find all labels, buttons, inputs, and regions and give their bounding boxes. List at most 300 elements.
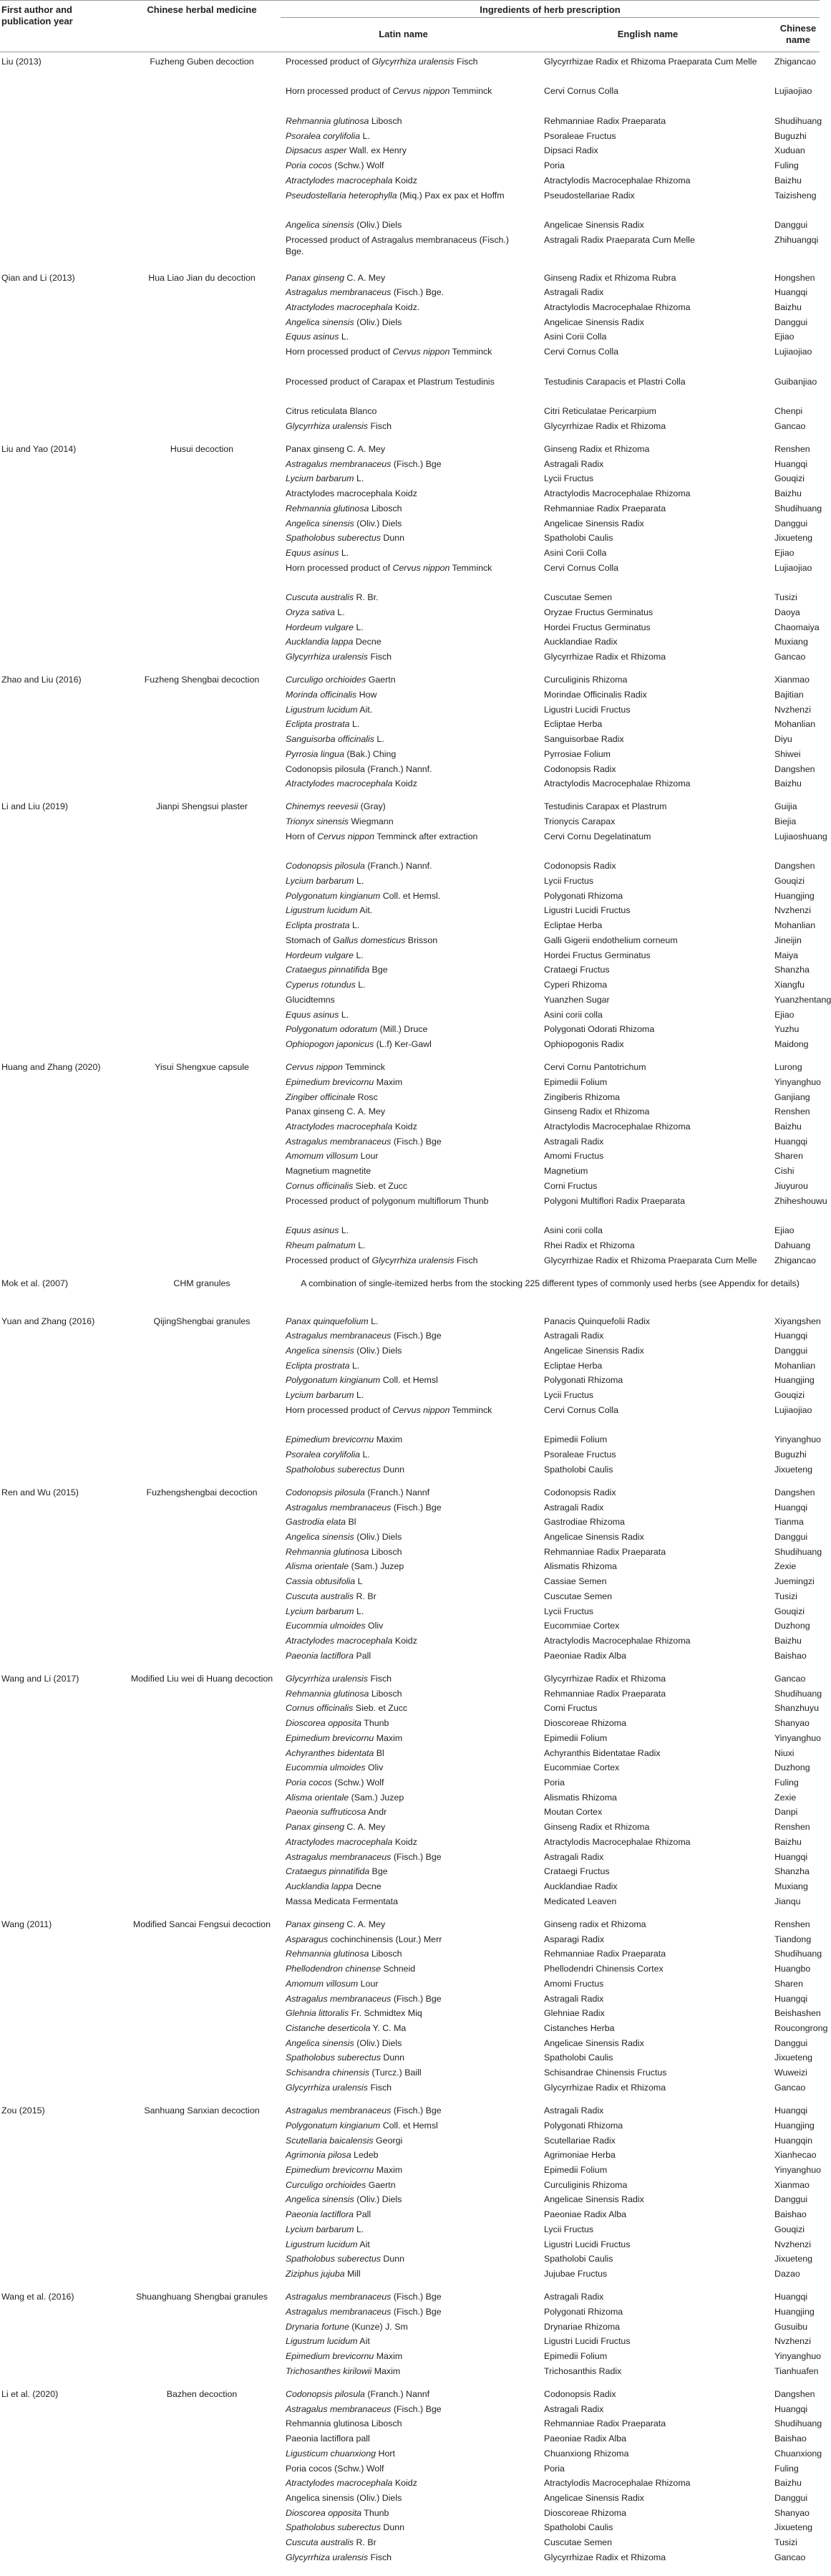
- english-name: Dipsaci Radix: [544, 145, 598, 156]
- latin-name: Chinemys reevesii (Gray): [286, 801, 386, 812]
- chinese-name: Danggui: [774, 2037, 808, 2048]
- latin-name: Codonopsis pilosula (Franch.) Nannf.: [286, 861, 432, 872]
- english-name: Yuanzhen Sugar: [544, 994, 610, 1005]
- chinese-name: Shudihuang: [774, 2418, 822, 2429]
- chinese-name: Jianqu: [774, 1896, 801, 1906]
- chinese-name: Huangjing: [774, 2306, 815, 2317]
- chinese-name: Gouqizi: [774, 1390, 805, 1401]
- english-name: Gastrodiae Rhizoma: [544, 1517, 625, 1528]
- latin-name: Atractylodes macrocephala Koidz: [286, 1636, 417, 1646]
- latin-name: Horn of Cervus nippon Temminck after extraction: [286, 831, 478, 841]
- latin-name: Processed product of Glycyrrhiza uralensis Fisch: [286, 57, 478, 67]
- chinese-name: Jixueteng: [774, 2052, 813, 2063]
- latin-name: Amomum villosum Lour: [286, 1151, 379, 1162]
- latin-name: Paeonia lactiflora pall: [286, 2433, 370, 2444]
- chinese-name: Xianmao: [774, 675, 810, 685]
- latin-name: Cornus officinalis Sieb. et Zucc: [286, 1180, 408, 1191]
- latin-name: Glycyrrhiza uralensis Fisch: [286, 420, 392, 431]
- medicine-cell: Shuanghuang Shengbai granules: [136, 2292, 268, 2302]
- chinese-name: Dangshen: [774, 861, 815, 872]
- latin-name: Eucommia ulmoides Oliv: [286, 1762, 384, 1773]
- english-name: Rehmanniae Radix Praeparata: [544, 1688, 666, 1699]
- english-name: Polygonati Odorati Rhizoma: [544, 1024, 655, 1035]
- chinese-name: Jixueteng: [774, 533, 813, 544]
- latin-name: Atractylodes macrocephala Koidz: [286, 175, 417, 185]
- latin-name: Trionyx sinensis Wiegmann: [286, 816, 394, 827]
- english-name: Alismatis Rhizoma: [544, 1561, 617, 1572]
- chinese-name: Gancao: [774, 2082, 806, 2093]
- latin-name: Atractylodes macrocephala Koidz.: [286, 302, 420, 312]
- chinese-name: Tianhuafen: [774, 2365, 819, 2376]
- chinese-name: Baizhu: [774, 1836, 802, 1847]
- latin-name: Angelica sinensis (Oliv.) Diels: [286, 2194, 402, 2205]
- chinese-name: Ejiao: [774, 1225, 794, 1236]
- chinese-name: Bajitian: [774, 689, 804, 700]
- english-name: Pseudostellariae Radix: [544, 190, 635, 201]
- english-name: Zingiberis Rhizoma: [544, 1091, 621, 1102]
- english-name: Polygoni Multiflori Radix Praeparata: [544, 1195, 685, 1206]
- english-name: Atractylodis Macrocephalae Rhizoma: [544, 1836, 691, 1847]
- chinese-name: Huangqi: [774, 2403, 808, 2414]
- medicine-cell: Hua Liao Jian du decoction: [148, 272, 256, 283]
- chinese-name: Shanyao: [774, 1718, 810, 1729]
- chinese-name: Tusizi: [774, 592, 797, 603]
- latin-name: Panax ginseng C. A. Mey: [286, 1822, 386, 1833]
- chinese-name: Xianmao: [774, 2179, 810, 2190]
- chinese-name: Niuxi: [774, 1747, 794, 1758]
- english-name: Atractylodis Macrocephalae Rhizoma: [544, 488, 691, 499]
- english-name: Astragali Radix: [544, 2292, 604, 2302]
- chinese-name: Mohanlian: [774, 920, 816, 931]
- latin-name: Oryza sativa L.: [286, 607, 345, 617]
- medicine-cell: Husui decoction: [170, 443, 234, 454]
- english-name: Codonopsis Radix: [544, 763, 616, 774]
- chinese-name: Ejiao: [774, 332, 794, 342]
- latin-name: Scutellaria baicalensis Georgi: [286, 2135, 403, 2146]
- chinese-name: Huangqi: [774, 2292, 808, 2302]
- latin-name: Dipsacus asper Wall. ex Henry: [286, 145, 407, 156]
- latin-name: Cistanche deserticola Y. C. Ma: [286, 2023, 407, 2034]
- english-name: Angelicae Sinensis Radix: [544, 317, 644, 327]
- latin-name: Citrus reticulata Blanco: [286, 406, 377, 417]
- english-name: Angelicae Sinensis Radix: [544, 1532, 644, 1543]
- chinese-name: Xiangfu: [774, 980, 805, 990]
- latin-name: Ligustrum lucidum Ait.: [286, 905, 373, 916]
- english-name: Astragali Radix: [544, 458, 604, 469]
- header-author: First author and publication year: [1, 4, 73, 26]
- chinese-name: Baishao: [774, 1650, 807, 1661]
- english-name: Lycii Fructus: [544, 1606, 594, 1616]
- chinese-name: Gouqizi: [774, 2224, 805, 2234]
- english-name: Rhei Radix et Rhizoma: [544, 1240, 635, 1250]
- english-name: Dioscoreae Rhizoma: [544, 1718, 627, 1729]
- english-name: Polygonati Rhizoma: [544, 890, 623, 901]
- latin-name: Angelica sinensis (Oliv.) Diels: [286, 317, 402, 327]
- latin-name: Amomum villosum Lour: [286, 1978, 379, 1989]
- english-name: Poria: [544, 2463, 565, 2474]
- english-name: Spatholobi Caulis: [544, 2052, 613, 2063]
- english-name: Cervi Cornus Colla: [544, 1404, 618, 1415]
- english-name: Ginseng radix et Rhizoma: [544, 1919, 646, 1929]
- english-name: Ligustri Lucidi Fructus: [544, 704, 631, 715]
- english-name: Paeoniae Radix Alba: [544, 1650, 627, 1661]
- english-name: Panacis Quinquefolii Radix: [544, 1316, 651, 1326]
- english-name: Galli Gigerii endothelium corneum: [544, 935, 678, 945]
- chinese-name: Gusuibu: [774, 2321, 808, 2332]
- english-name: Chuanxiong Rhizoma: [544, 2448, 629, 2459]
- latin-name: Panax ginseng C. A. Mey: [286, 1106, 386, 1117]
- chinese-name: Tusizi: [774, 2537, 797, 2548]
- chinese-name: Beishashen: [774, 2008, 821, 2019]
- latin-name: Atractylodes macrocephala Koidz: [286, 1836, 417, 1847]
- english-name: Amomi Fructus: [544, 1151, 604, 1162]
- author-cell: Zhao and Liu (2016): [1, 675, 82, 685]
- chinese-name: Buguzhi: [774, 1449, 807, 1460]
- english-name: Epimedii Folium: [544, 1076, 608, 1087]
- english-name: Asini Corii Colla: [544, 547, 607, 558]
- chinese-name: Gancao: [774, 1673, 806, 1684]
- header-medicine: Chinese herbal medicine: [147, 4, 257, 15]
- chinese-name: Yinyanghuo: [774, 1434, 821, 1445]
- latin-name: Hordeum vulgare L.: [286, 622, 364, 632]
- chinese-name: Baizhu: [774, 488, 802, 499]
- latin-name: Panax ginseng C. A. Mey: [286, 443, 386, 454]
- latin-name: Angelica sinensis (Oliv.) Diels: [286, 219, 402, 230]
- english-name: Astragali Radix: [544, 2403, 604, 2414]
- chinese-name: Dangshen: [774, 1487, 815, 1497]
- english-name: Morindae Officinalis Radix: [544, 689, 647, 700]
- latin-name: Lycium barbarum L.: [286, 2224, 364, 2234]
- latin-name: Crataegus pinnatifida Bge: [286, 965, 388, 975]
- english-name: Glycyrrhizae Radix et Rhizoma: [544, 652, 666, 662]
- header-top-rule: [0, 0, 820, 1]
- english-name: Astragali Radix Praeparata Cum Melle: [544, 234, 695, 245]
- latin-name: Astragalus membranaceus (Fisch.) Bge: [286, 458, 442, 469]
- latin-name: Epimedium brevicornu Maxim: [286, 1076, 403, 1087]
- chinese-name: Danggui: [774, 219, 808, 230]
- english-name: Amomi Fructus: [544, 1978, 604, 1989]
- english-name: Psoraleae Fructus: [544, 130, 616, 141]
- chinese-name: Shudihuang: [774, 1949, 822, 1959]
- latin-name: Cuscuta australis R. Br.: [286, 592, 379, 603]
- latin-name: Aucklandia lappa Decne: [286, 1881, 382, 1892]
- chinese-name: Chuanxiong: [774, 2448, 822, 2459]
- english-name: Rehmanniae Radix Praeparata: [544, 2418, 666, 2429]
- english-name: Magnetium: [544, 1166, 588, 1177]
- chinese-name: Dahuang: [774, 1240, 811, 1250]
- english-name: Epimedii Folium: [544, 1434, 608, 1445]
- latin-name: Ophiopogon japonicus (L.f) Ker-Gawl: [286, 1038, 432, 1049]
- chinese-name: Huangqi: [774, 287, 808, 298]
- english-name: Cuscutae Semen: [544, 592, 613, 603]
- latin-name: Glycyrrhiza uralensis Fisch: [286, 2082, 392, 2093]
- latin-name: Astragalus membranaceus (Fisch.) Bge: [286, 1331, 442, 1341]
- chinese-name: Baishao: [774, 2433, 807, 2444]
- latin-name: Lycium barbarum L.: [286, 1606, 364, 1616]
- chinese-name: Yuanzhentang: [774, 994, 831, 1005]
- latin-name: Spatholobus suberectus Dunn: [286, 533, 405, 544]
- english-name: Cervi Cornu Degelatinatum: [544, 831, 651, 841]
- latin-name: Paeonia lactiflora Pall: [286, 2209, 371, 2220]
- latin-name: Psoralea corylifolia L.: [286, 130, 370, 141]
- chinese-name: Sharen: [774, 1151, 803, 1162]
- author-cell: Liu and Yao (2014): [1, 443, 77, 454]
- english-name: Crataegi Fructus: [544, 965, 610, 975]
- latin-name: Lycium barbarum L.: [286, 876, 364, 886]
- english-name: Trionycis Carapax: [544, 816, 616, 827]
- chinese-name: Huangqi: [774, 1331, 808, 1341]
- author-cell: Li et al. (2020): [1, 2388, 59, 2399]
- chinese-name: Huangqi: [774, 458, 808, 469]
- english-name: Psoraleae Fructus: [544, 1449, 616, 1460]
- latin-name: Glycyrrhiza uralensis Fisch: [286, 652, 392, 662]
- chinese-name: Dangshen: [774, 2388, 815, 2399]
- medicine-cell: Modified Sancai Fengsui decoction: [132, 1919, 271, 1929]
- english-name: Paeoniae Radix Alba: [544, 2209, 627, 2220]
- medicine-cell: Yisui Shengxue capsule: [155, 1062, 249, 1073]
- chinese-name: Hongshen: [774, 272, 815, 283]
- chinese-name: Huangjing: [774, 890, 815, 901]
- latin-name: Rehmannia glutinosa Libosch: [286, 2418, 402, 2429]
- chinese-name: Lujiaojiao: [774, 86, 812, 97]
- english-name: Crataegi Fructus: [544, 1866, 610, 1877]
- latin-name: Poria cocos (Schw.) Wolf: [286, 1777, 384, 1788]
- chinese-name: Gancao: [774, 652, 806, 662]
- header-latin: Latin name: [379, 29, 428, 39]
- english-name: Scutellariae Radix: [544, 2135, 616, 2146]
- chinese-name: Sharen: [774, 1978, 803, 1989]
- chinese-name: Lurong: [774, 1062, 802, 1073]
- latin-name: Glycyrrhiza uralensis Fisch: [286, 1673, 392, 1684]
- chinese-name: Gouqizi: [774, 876, 805, 886]
- latin-name: Equus asinus L.: [286, 547, 349, 558]
- english-name: Medicated Leaven: [544, 1896, 617, 1906]
- english-name: Angelicae Sinensis Radix: [544, 518, 644, 529]
- chinese-name: Huangqi: [774, 1502, 808, 1513]
- latin-name: Paeonia suffruticosa Andr: [286, 1807, 387, 1818]
- latin-name: Curculigo orchioides Gaertn: [286, 2179, 396, 2190]
- chinese-name: Tusizi: [774, 1591, 797, 1601]
- english-name: Cervi Cornu Pantotrichum: [544, 1062, 646, 1073]
- chinese-name: Diyu: [774, 734, 792, 745]
- medicine-cell: QijingShengbai granules: [153, 1316, 251, 1326]
- latin-name: Astragalus membranaceus (Fisch.) Bge: [286, 2403, 442, 2414]
- latin-name: Cyperus rotundus L.: [286, 980, 366, 990]
- chinese-name: Tiandong: [774, 1934, 812, 1944]
- latin-name: Dioscorea opposita Thunb: [286, 2507, 389, 2518]
- latin-name: Astragalus membranaceus (Fisch.) Bge: [286, 2306, 442, 2317]
- latin-name: Trichosanthes kirilowii Maxim: [286, 2365, 401, 2376]
- english-name: Hordei Fructus Germinatus: [544, 622, 651, 632]
- english-name: Phellodendri Chinensis Cortex: [544, 1964, 664, 1974]
- chinese-name: Shiwei: [774, 748, 801, 759]
- span-note: A combination of single-itemized herbs from the stocking 225 different types of commonly used herbs (see Appendix for details): [301, 1278, 800, 1288]
- chinese-name: Chenpi: [774, 406, 803, 417]
- chinese-name: Lujiaojiao: [774, 562, 812, 573]
- chinese-name: Yinyanghuo: [774, 1732, 821, 1743]
- chinese-name: Xiyangshen: [774, 1316, 821, 1326]
- latin-name: Cervus nippon Temminck: [286, 1062, 385, 1073]
- english-name: Epimedii Folium: [544, 2351, 608, 2362]
- latin-name: Psoralea corylifolia L.: [286, 1449, 370, 1460]
- english-name: Ecliptae Herba: [544, 719, 603, 730]
- medicine-cell: Modified Liu wei di Huang decoction: [130, 1673, 273, 1684]
- chinese-name: Renshen: [774, 1106, 810, 1117]
- latin-name: Curculigo orchioides Gaertn: [286, 675, 396, 685]
- latin-name: Atractylodes macrocephala Koidz: [286, 1121, 417, 1132]
- chinese-name: Muxiang: [774, 637, 808, 647]
- english-name: Testudinis Carapacis et Plastri Colla: [544, 376, 686, 387]
- medicine-cell: CHM granules: [173, 1278, 230, 1288]
- latin-name: Glycyrrhiza uralensis Fisch: [286, 2552, 392, 2562]
- english-name: Cassiae Semen: [544, 1576, 607, 1587]
- latin-name: Panax ginseng C. A. Mey: [286, 1919, 386, 1929]
- english-name: Spatholobi Caulis: [544, 2522, 613, 2533]
- chinese-name: Maidong: [774, 1038, 809, 1049]
- english-name: Corni Fructus: [544, 1180, 598, 1191]
- latin-name: Ligustrum lucidum Ait.: [286, 704, 373, 715]
- english-name: Alismatis Rhizoma: [544, 1792, 617, 1803]
- chinese-name: Fuling: [774, 2463, 799, 2474]
- chinese-name: Nvzhenzi: [774, 704, 811, 715]
- chinese-name: Xuduan: [774, 145, 805, 156]
- chinese-name: Renshen: [774, 443, 810, 454]
- english-name: Ginseng Radix et Rhizoma Rubra: [544, 272, 676, 283]
- english-name: Oryzae Fructus Germinatus: [544, 607, 653, 617]
- latin-name: Morinda officinalis How: [286, 689, 377, 700]
- latin-name: Angelica sinensis (Oliv.) Diels: [286, 2037, 402, 2048]
- english-name: Poria: [544, 160, 565, 171]
- english-name: Jujubae Fructus: [544, 2269, 608, 2280]
- english-name: Asparagi Radix: [544, 1934, 605, 1944]
- english-name: Lycii Fructus: [544, 2224, 594, 2234]
- chinese-name: Roucongrong: [774, 2023, 828, 2034]
- chinese-name: Nvzhenzi: [774, 2239, 811, 2249]
- english-name: Spatholobi Caulis: [544, 1464, 613, 1475]
- english-name: Atractylodis Macrocephalae Rhizoma: [544, 302, 691, 312]
- english-name: Codonopsis Radix: [544, 2388, 616, 2399]
- chinese-name: Ejiao: [774, 1009, 794, 1020]
- latin-name: Rehmannia glutinosa Libosch: [286, 1688, 402, 1699]
- english-name: Glehniae Radix: [544, 2008, 605, 2019]
- latin-name: Spatholobus suberectus Dunn: [286, 2052, 405, 2063]
- english-name: Hordei Fructus Germinatus: [544, 950, 651, 960]
- chinese-name: Zhigancao: [774, 1255, 816, 1265]
- english-name: Ginseng Radix et Rhizoma: [544, 443, 650, 454]
- english-name: Lycii Fructus: [544, 876, 594, 886]
- english-name: Lycii Fructus: [544, 473, 594, 484]
- medicine-cell: Fuzheng Guben decoction: [150, 57, 254, 67]
- english-name: Cervi Cornus Colla: [544, 562, 618, 573]
- english-name: Cyperi Rhizoma: [544, 980, 608, 990]
- latin-name: Crataegus pinnatifida Bge: [286, 1866, 388, 1877]
- latin-name: Achyranthes bidentata Bl: [286, 1747, 384, 1758]
- chinese-name: Jineijin: [774, 935, 802, 945]
- latin-name: Spatholobus suberectus Dunn: [286, 2254, 405, 2264]
- chinese-name: Mohanlian: [774, 1360, 816, 1371]
- latin-name: Astragalus membranaceus (Fisch.) Bge: [286, 1851, 442, 1862]
- chinese-name: Mohanlian: [774, 719, 816, 730]
- chinese-name: Wuweizi: [774, 2068, 807, 2078]
- header-ingredients: Ingredients of herb prescription: [480, 4, 621, 15]
- header-mid-rule: [281, 17, 820, 18]
- english-name: Drynariae Rhizoma: [544, 2321, 621, 2332]
- chinese-name: Chaomaiya: [774, 622, 820, 632]
- chinese-name: Maiya: [774, 950, 799, 960]
- latin-name: Codonopsis pilosula (Franch.) Nannf.: [286, 763, 432, 774]
- latin-name: Equus asinus L.: [286, 332, 349, 342]
- chinese-name: Zhihuangqi: [774, 234, 819, 245]
- chinese-name: Jixueteng: [774, 1464, 813, 1475]
- latin-name: Eclipta prostrata L.: [286, 1360, 360, 1371]
- english-name: Poria: [544, 1777, 565, 1788]
- chinese-name: Yinyanghuo: [774, 2164, 821, 2175]
- latin-name: Astragalus membranaceus (Fisch.) Bge: [286, 1136, 442, 1147]
- chinese-name: Shanzhuyu: [774, 1703, 820, 1714]
- latin-name: Stomach of Gallus domesticus Brisson: [286, 935, 438, 945]
- english-name: Ligustri Lucidi Fructus: [544, 2239, 631, 2249]
- english-name: Astragali Radix: [544, 2105, 604, 2116]
- author-cell: Liu (2013): [1, 57, 42, 67]
- latin-name: Pyrrosia lingua (Bak.) Ching: [286, 748, 397, 759]
- chinese-name: Xianhecao: [774, 2150, 817, 2161]
- latin-name: Atractylodes macrocephala Koidz: [286, 488, 417, 499]
- latin-name: Glucidtemns: [286, 994, 335, 1005]
- chinese-name: Danggui: [774, 1345, 808, 1356]
- english-name: Curculiginis Rhizoma: [544, 2179, 628, 2190]
- english-name: Moutan Cortex: [544, 1807, 603, 1818]
- medicine-cell: Jianpi Shengsui plaster: [155, 801, 248, 812]
- chinese-name: Nvzhenzi: [774, 905, 811, 916]
- author-cell: Li and Liu (2019): [1, 801, 68, 812]
- chinese-name: Shudihuang: [774, 1688, 822, 1699]
- english-name: Eucommiae Cortex: [544, 1762, 620, 1773]
- english-name: Spatholobi Caulis: [544, 533, 613, 544]
- latin-name: Magnetium magnetite: [286, 1166, 371, 1177]
- latin-name: Polygonatum kingianum Coll. et Hemsl: [286, 2120, 438, 2131]
- english-name: Angelicae Sinensis Radix: [544, 1345, 644, 1356]
- english-name: Cervi Cornus Colla: [544, 86, 618, 97]
- latin-name: Massa Medicata Fermentata: [286, 1896, 399, 1906]
- latin-name: Processed product of polygonum multiflorum Thunb: [286, 1195, 489, 1206]
- chinese-name: Huangqi: [774, 1851, 808, 1862]
- latin-name: Equus asinus L.: [286, 1225, 349, 1236]
- latin-name: Polygonatum kingianum Coll. et Hemsl: [286, 1375, 438, 1386]
- latin-name: Zingiber officinale Rosc: [286, 1091, 378, 1102]
- latin-name: Poria cocos (Schw.) Wolf: [286, 160, 384, 171]
- chinese-name: Lujiaojiao: [774, 1404, 812, 1415]
- english-name: Asini Corii Colla: [544, 332, 607, 342]
- english-name: Ginseng Radix et Rhizoma: [544, 1822, 650, 1833]
- author-cell: Qian and Li (2013): [1, 272, 75, 283]
- latin-name: Lycium barbarum L.: [286, 473, 364, 484]
- latin-name: Rehmannia glutinosa Libosch: [286, 1949, 402, 1959]
- chinese-name: Renshen: [774, 1822, 810, 1833]
- latin-name: Ziziphus jujuba Mill: [286, 2269, 361, 2280]
- english-name: Eucommiae Cortex: [544, 1621, 620, 1631]
- chinese-name: Yuzhu: [774, 1024, 800, 1035]
- latin-name: Polygonatum odoratum (Mill.) Druce: [286, 1024, 428, 1035]
- chinese-name: Guibanjiao: [774, 376, 817, 387]
- chinese-name: Zhiheshouwu: [774, 1195, 827, 1206]
- chinese-name: Huangqi: [774, 1136, 808, 1147]
- author-cell: Wang and Li (2017): [1, 1673, 79, 1684]
- chinese-name: Gouqizi: [774, 473, 805, 484]
- english-name: Angelicae Sinensis Radix: [544, 2037, 644, 2048]
- chinese-name: Baizhu: [774, 1121, 802, 1132]
- chinese-name: Danggui: [774, 1532, 808, 1543]
- latin-name: Spatholobus suberectus Dunn: [286, 1464, 405, 1475]
